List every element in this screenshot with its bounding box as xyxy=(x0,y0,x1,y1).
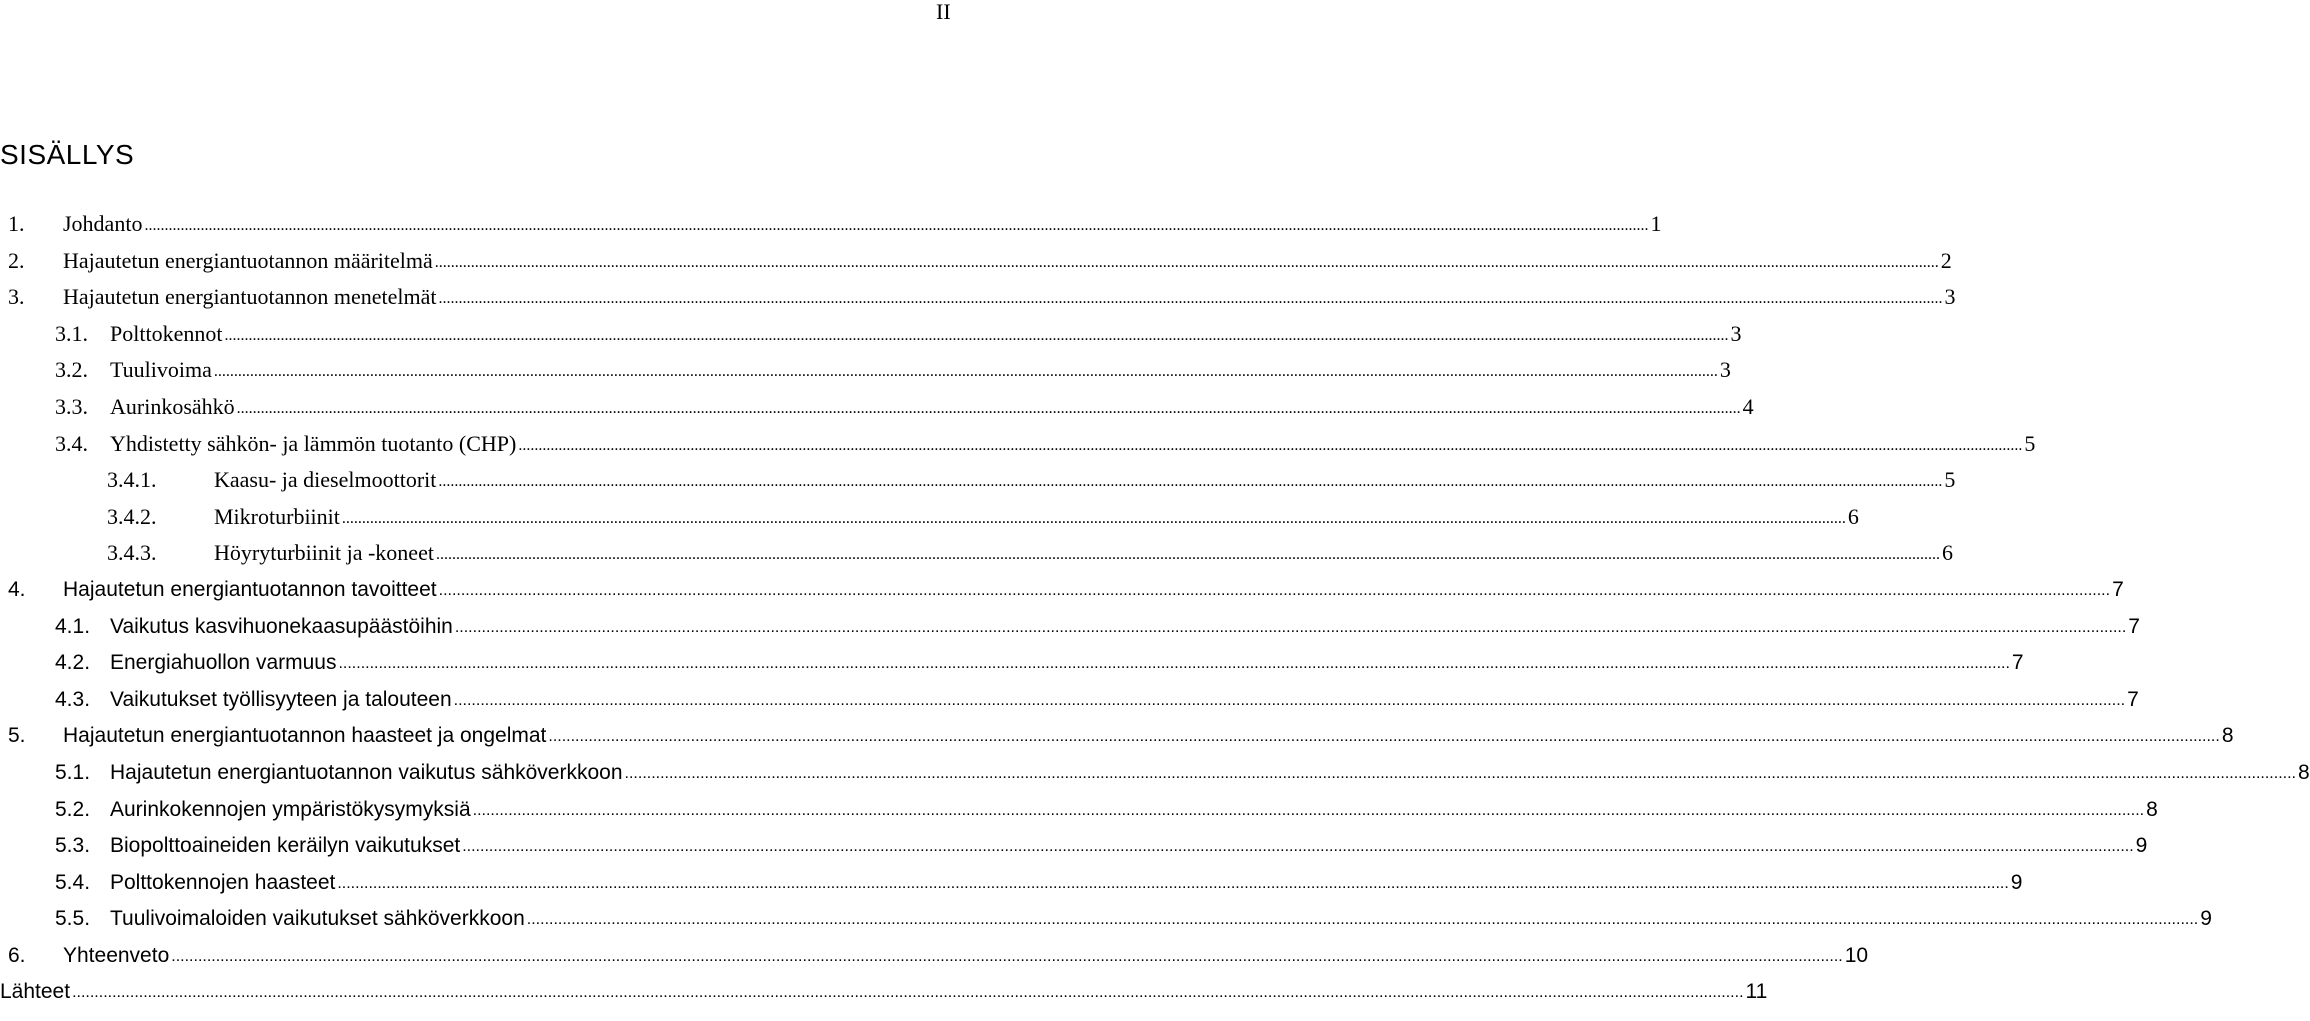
toc-entry-title: Johdanto xyxy=(63,211,143,236)
toc-entry-page: 3 xyxy=(1944,284,1956,310)
toc-entry-page: 4 xyxy=(1742,393,1754,419)
toc-entry-number: 3.4.2. xyxy=(107,503,157,529)
toc-dot-leader xyxy=(224,315,1728,355)
toc-entry-page: 8 xyxy=(2146,797,2158,821)
toc-entry[interactable] xyxy=(0,279,1956,316)
toc-heading: SISÄLLYS xyxy=(0,139,135,170)
toc-dot-leader xyxy=(171,937,1842,976)
toc-entry-number: 3.4. xyxy=(55,430,88,456)
toc-entry-title: Tuulivoima xyxy=(110,357,212,383)
toc-entry-title: Polttokennot xyxy=(110,320,223,346)
toc-entry-number: 5. xyxy=(8,724,26,748)
toc-entry-title: Polttokennojen haasteet xyxy=(110,870,336,894)
toc-entry-number: 3.2. xyxy=(55,357,88,383)
toc-entry[interactable] xyxy=(0,755,2310,792)
toc-entry[interactable] xyxy=(0,645,2024,682)
toc-dot-leader xyxy=(455,608,2126,647)
toc-entry[interactable] xyxy=(0,609,2140,646)
toc-entry-number: 5.4. xyxy=(55,870,91,894)
toc-entry-title: Hajautetun energiantuotannon tavoitteet xyxy=(63,577,437,601)
toc-entry-number: 4.1. xyxy=(55,614,91,638)
toc-entry[interactable] xyxy=(0,462,1956,499)
toc-entry-number: 1. xyxy=(8,211,25,236)
toc-entry-number: 3.4.1. xyxy=(107,467,157,493)
toc-entry-number: 5.3. xyxy=(55,834,91,858)
toc-entry-title: Biopolttoaineiden keräilyn vaikutukset xyxy=(110,834,461,858)
page-number: II xyxy=(936,0,951,24)
toc-dot-leader xyxy=(438,461,1942,501)
toc-dot-leader xyxy=(214,351,1718,391)
toc-dot-leader xyxy=(439,571,2110,610)
toc-entry-title: Aurinkosähkö xyxy=(110,393,235,419)
toc-entry-page: 6 xyxy=(1941,540,1953,566)
toc-entry-title: Lähteet xyxy=(0,980,71,1004)
toc-entry-number: 3.1. xyxy=(55,320,88,346)
toc-entry-number: 6. xyxy=(8,943,26,967)
toc-entry-page: 3 xyxy=(1730,320,1742,346)
toc-entry[interactable] xyxy=(0,901,2212,938)
toc-dot-leader xyxy=(527,900,2198,939)
toc-dot-leader xyxy=(72,973,1743,1012)
toc-entry-page: 8 xyxy=(2221,724,2234,748)
toc-entry[interactable] xyxy=(0,865,2023,902)
toc-dot-leader xyxy=(144,205,1648,245)
toc-dot-leader xyxy=(435,242,1939,282)
toc-entry-page: 9 xyxy=(2200,907,2212,931)
toc-dot-leader xyxy=(473,791,2144,830)
toc-entry[interactable] xyxy=(0,535,1953,572)
toc-entry-page: 7 xyxy=(2011,651,2024,675)
toc-entry-title: Aurinkokennojen ympäristökysymyksiä xyxy=(110,797,471,821)
toc-entry-number: 5.5. xyxy=(55,907,91,931)
toc-entry-page: 9 xyxy=(2010,870,2023,894)
toc-entry-page: 6 xyxy=(1847,503,1859,529)
toc-dot-leader xyxy=(338,644,2009,683)
toc-dot-leader xyxy=(454,681,2125,720)
toc-entry[interactable] xyxy=(0,828,2148,865)
toc-entry[interactable] xyxy=(0,792,2158,829)
toc-entry-title: Hajautetun energiantuotannon määritelmä xyxy=(63,247,433,273)
toc-entry-title: Yhteenveto xyxy=(63,943,170,967)
toc-entry[interactable] xyxy=(0,499,1859,536)
toc-dot-leader xyxy=(342,498,1846,538)
toc-entry[interactable] xyxy=(0,316,1742,353)
toc-entry-page: 10 xyxy=(1844,943,1869,967)
toc-entry-title: Hajautetun energiantuotannon menetelmät xyxy=(63,284,437,310)
toc-entry-page: 7 xyxy=(2112,577,2124,601)
toc-entry-page: 9 xyxy=(2135,834,2148,858)
toc-entry-page: 3 xyxy=(1719,357,1731,383)
toc-entry-page: 2 xyxy=(1940,247,1952,273)
toc-entry[interactable] xyxy=(0,206,1662,243)
toc-entry[interactable] xyxy=(0,974,1768,1011)
toc-entry-number: 3. xyxy=(8,284,25,310)
toc-entry-title: Tuulivoimaloiden vaikutukset sähköverkkoon xyxy=(110,907,525,931)
toc-entry-number: 4.3. xyxy=(55,687,91,711)
toc-entry-title: Energiahuollon varmuus xyxy=(110,651,337,675)
toc-entry-number: 2. xyxy=(8,247,25,273)
toc-entry-number: 4.2. xyxy=(55,651,91,675)
toc-entry-page: 1 xyxy=(1650,211,1662,236)
toc-dot-leader xyxy=(625,754,2296,793)
toc-entry-page: 7 xyxy=(2128,614,2140,638)
toc-entry-number: 3.3. xyxy=(55,393,88,419)
toc-entry-title: Mikroturbiinit xyxy=(214,503,340,529)
toc-dot-leader xyxy=(237,388,1741,428)
toc-entry-page: 11 xyxy=(1745,980,1768,1004)
toc-entry-page: 7 xyxy=(2127,687,2139,711)
toc-dot-leader xyxy=(462,827,2133,866)
toc-entry-title: Vaikutukset työllisyyteen ja talouteen xyxy=(110,687,452,711)
toc-entry[interactable] xyxy=(0,682,2139,719)
toc-dot-leader xyxy=(436,534,1940,574)
toc-dot-leader xyxy=(518,425,2022,465)
toc-entry-number: 3.4.3. xyxy=(107,540,157,566)
toc-entry-number: 4. xyxy=(8,577,26,601)
toc-entry-number: 5.1. xyxy=(55,760,91,784)
toc-entry-title: Hajautetun energiantuotannon haasteet ja ongelmat xyxy=(63,724,547,748)
toc-entry[interactable] xyxy=(0,718,2234,755)
toc-entry-title: Höyryturbiinit ja -koneet xyxy=(214,540,434,566)
toc-dot-leader xyxy=(548,717,2219,756)
toc-entry[interactable] xyxy=(0,572,2124,609)
toc-entry-page: 8 xyxy=(2297,760,2310,784)
toc-entry-title: Vaikutus kasvihuonekaasupäästöihin xyxy=(110,614,453,638)
toc-entry-number: 5.2. xyxy=(55,797,91,821)
toc-entry[interactable] xyxy=(0,426,2036,463)
toc-entry-title: Yhdistetty sähkön- ja lämmön tuotanto (CHP) xyxy=(110,430,517,456)
toc-entry[interactable] xyxy=(0,938,1869,975)
toc-entry-page: 5 xyxy=(1944,467,1956,493)
toc-entry[interactable] xyxy=(0,389,1754,426)
toc-entry[interactable] xyxy=(0,243,1952,280)
toc-entry-page: 5 xyxy=(2024,430,2036,456)
toc-entry[interactable] xyxy=(0,352,1731,389)
toc-dot-leader xyxy=(337,864,2008,903)
toc-entry-title: Kaasu- ja dieselmoottorit xyxy=(214,467,437,493)
table-of-contents xyxy=(0,206,2310,1011)
toc-dot-leader xyxy=(438,278,1942,318)
toc-entry-title: Hajautetun energiantuotannon vaikutus sähköverkkoon xyxy=(110,760,623,784)
